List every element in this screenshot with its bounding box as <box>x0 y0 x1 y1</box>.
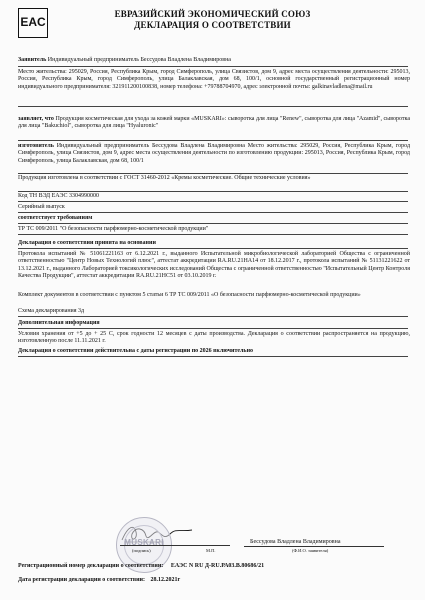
applicant-details: Место жительства: 295029, Россия, Республика Крым, город Симферополь, улица Связистов, дом 9, адрес места осуществления деятельности: 295013, Россия, Республика Крым, город Симферополь, улица Балаклавская, дом 68, 100/1, основной государственный регистрационный номер индивидуального предпринимателя: 321911200100838, номер телефона: +79788704970, адрес электронной почты: galkinavladlena@mail.ru <box>18 69 410 90</box>
product-description: Продукция косметическая для ухода за кожей марки «MUSKARI»: сыворотка для лица "Renew", сыворотка для лица "Azamid", сыворотка для лица "Bakuchiol", сыворотка для лица "Hyaluronic" <box>18 116 411 130</box>
divider <box>18 328 408 329</box>
signature-caption: (подпись) <box>132 548 151 553</box>
compliance-regulation: ТР ТС 009/2011 "О безопасности парфюмерно-косметической продукции" <box>18 226 209 232</box>
divider <box>18 212 408 213</box>
signer-line <box>244 546 384 547</box>
manufacturer-block <box>18 143 410 165</box>
basis-protocols: Протокола испытаний № 51061221163 от 6.12.2021 г., выданного Испытательной микробиологической лабораторией Общества с ограниченной ответственностью "Центр Новых Технологий плюс", аттестат аккредитации RA.RU.21НА14 от 18.12.2017 г., протокола испытаний № 51131221622 от 13.12.2021 г., выданного Лабораторией токсикологических исследований Общества с ограниченной ответственностью "Испытательный Центр Контроля Качества Продукции", аттестат аккредитации RA.RU.21НС51 от 03.10.2019 г. <box>18 251 410 280</box>
stamp-brand-text: MUSKARI <box>124 538 164 547</box>
union-title: ЕВРАЗИЙСКИЙ ЭКОНОМИЧЕСКИЙ СОЮЗ <box>114 9 311 19</box>
signer-caption: (Ф.И.О. заявителя) <box>292 548 329 553</box>
applicant-name: Индивидуальный предприниматель Бессудова Владлена Владимировна <box>47 57 231 63</box>
applicant-line <box>18 57 410 64</box>
divider <box>18 223 408 224</box>
divider <box>18 248 408 249</box>
registration-date-value: 28.12.2021г <box>150 577 181 583</box>
manufacturer-standard: Продукция изготовлена в соответствии с ГОСТ 31460-2012 «Кремы косметические. Общие технические условия» <box>18 175 311 181</box>
divider <box>18 316 408 317</box>
basis-document-kit: Комплект документов в соответствии с пунктом 5 статьи 6 ТР ТС 009/2011 «О безопасности парфюмерно-косметической продукции» <box>18 292 361 298</box>
divider <box>18 356 408 357</box>
divider <box>18 66 408 67</box>
declaration-scheme: Схема декларирования 3д <box>18 308 85 314</box>
manufacturer-label: изготовитель <box>18 143 54 149</box>
batch-type: Серийный выпуск <box>18 204 65 210</box>
manufacturer-details: Индивидуальный предприниматель Бессудова Владлена Владимировна Место жительства: 295029, Россия, Республика Крым, город Симферополь, улица Связистов, дом 9, адрес места осуществления деятельности по изготовлению продукции: 295013, Россия, Республика Крым, город Симферополь, улица Балаклавская, дом 68, 100/1 <box>18 143 411 164</box>
document-title: ДЕКЛАРАЦИЯ О СООТВЕТСТВИИ <box>134 20 291 30</box>
divider <box>18 191 408 192</box>
divider <box>18 201 408 202</box>
divider <box>18 140 408 141</box>
additional-label: Дополнительная информация <box>18 320 100 326</box>
compliance-label: соответствует требованиям <box>18 215 93 221</box>
basis-label: Декларация о соответствии принята на основании <box>18 240 156 246</box>
registration-number-value: ЕАЭС N RU Д-RU.РА03.В.80686/21 <box>170 563 265 569</box>
stamp-caption: М.П. <box>206 548 216 553</box>
product-block <box>18 116 410 131</box>
registration-date-row <box>18 577 410 584</box>
applicant-label: Заявитель <box>18 57 47 63</box>
additional-text: Условия хранения от +5 до + 25 С, срок годности 12 месяцев с даты производства. Декларация о соответствии распространяется на продукцию, изготовленную после 11.11.2021 г. <box>18 331 410 345</box>
hs-code: Код ТН ВЭД ЕАЭС 3304990000 <box>18 193 99 199</box>
signature-line <box>120 545 230 546</box>
registration-number-label: Регистрационный номер декларации о соответствии: <box>18 563 164 569</box>
registration-number-row <box>18 563 410 570</box>
registration-date-label: Дата регистрации декларации о соответствии: <box>18 577 146 583</box>
eac-logo: EAC <box>18 8 48 38</box>
product-label: заявляет, что <box>18 116 54 122</box>
divider <box>18 173 408 174</box>
divider <box>18 234 408 235</box>
divider <box>18 106 408 107</box>
signer-name: Бессудова Владлена Владимировна <box>250 539 341 545</box>
validity-statement: Декларация о соответствии действительна с даты регистрации по 2026 включительно <box>18 348 254 354</box>
